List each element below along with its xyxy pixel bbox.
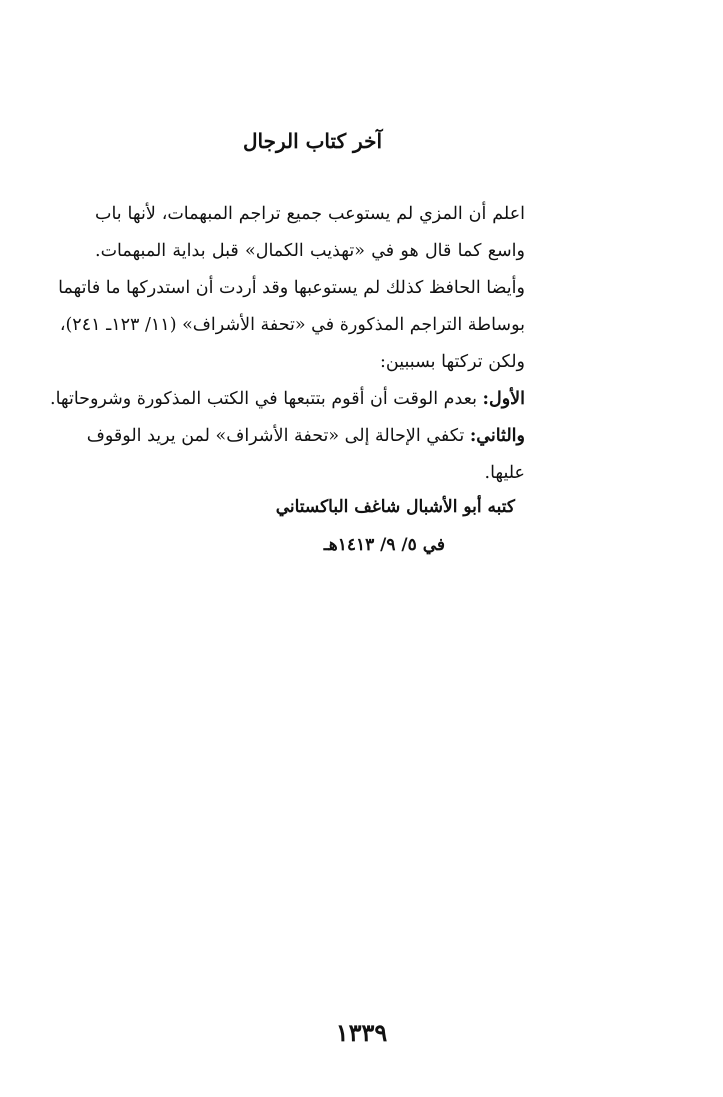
second-reason-continuation: عليها.: [484, 463, 525, 483]
first-reason-label: الأول:: [482, 389, 525, 409]
paragraph-line: بوساطة التراجم المذكورة في «تحفة الأشراف» (١١/ ١٢٣ـ ٢٤١)،: [59, 315, 525, 335]
paragraph-line: ولكن تركتها بسببين:: [380, 352, 525, 372]
first-reason-text: بعدم الوقت أن أقوم بتتبعها في الكتب المذكورة وشروحاتها.: [50, 389, 483, 409]
second-reason-label: والثاني:: [469, 426, 525, 446]
second-reason: [86, 421, 525, 451]
second-reason-text: تكفي الإحالة إلى «تحفة الأشراف» لمن يريد الوقوف: [86, 426, 470, 446]
page-number: ١٣٣٩: [335, 1018, 388, 1047]
section-heading: آخر كتاب الرجال: [242, 129, 383, 153]
first-reason: [50, 384, 525, 414]
paragraph-line: وأيضا الحافظ كذلك لم يستوعبها وقد أردت أن استدركها ما فاتهما: [58, 278, 525, 298]
signature-date: في ٥/ ٩/ ١٤١٣هـ: [323, 535, 445, 555]
author-signature: كتبه أبو الأشبال شاغف الباكستاني: [275, 497, 515, 517]
paragraph-line: واسع كما قال هو في «تهذيب الكمال» قبل بداية المبهمات.: [95, 241, 525, 261]
paragraph-line: اعلم أن المزي لم يستوعب جميع تراجم المبهمات، لأنها باب: [95, 204, 525, 224]
